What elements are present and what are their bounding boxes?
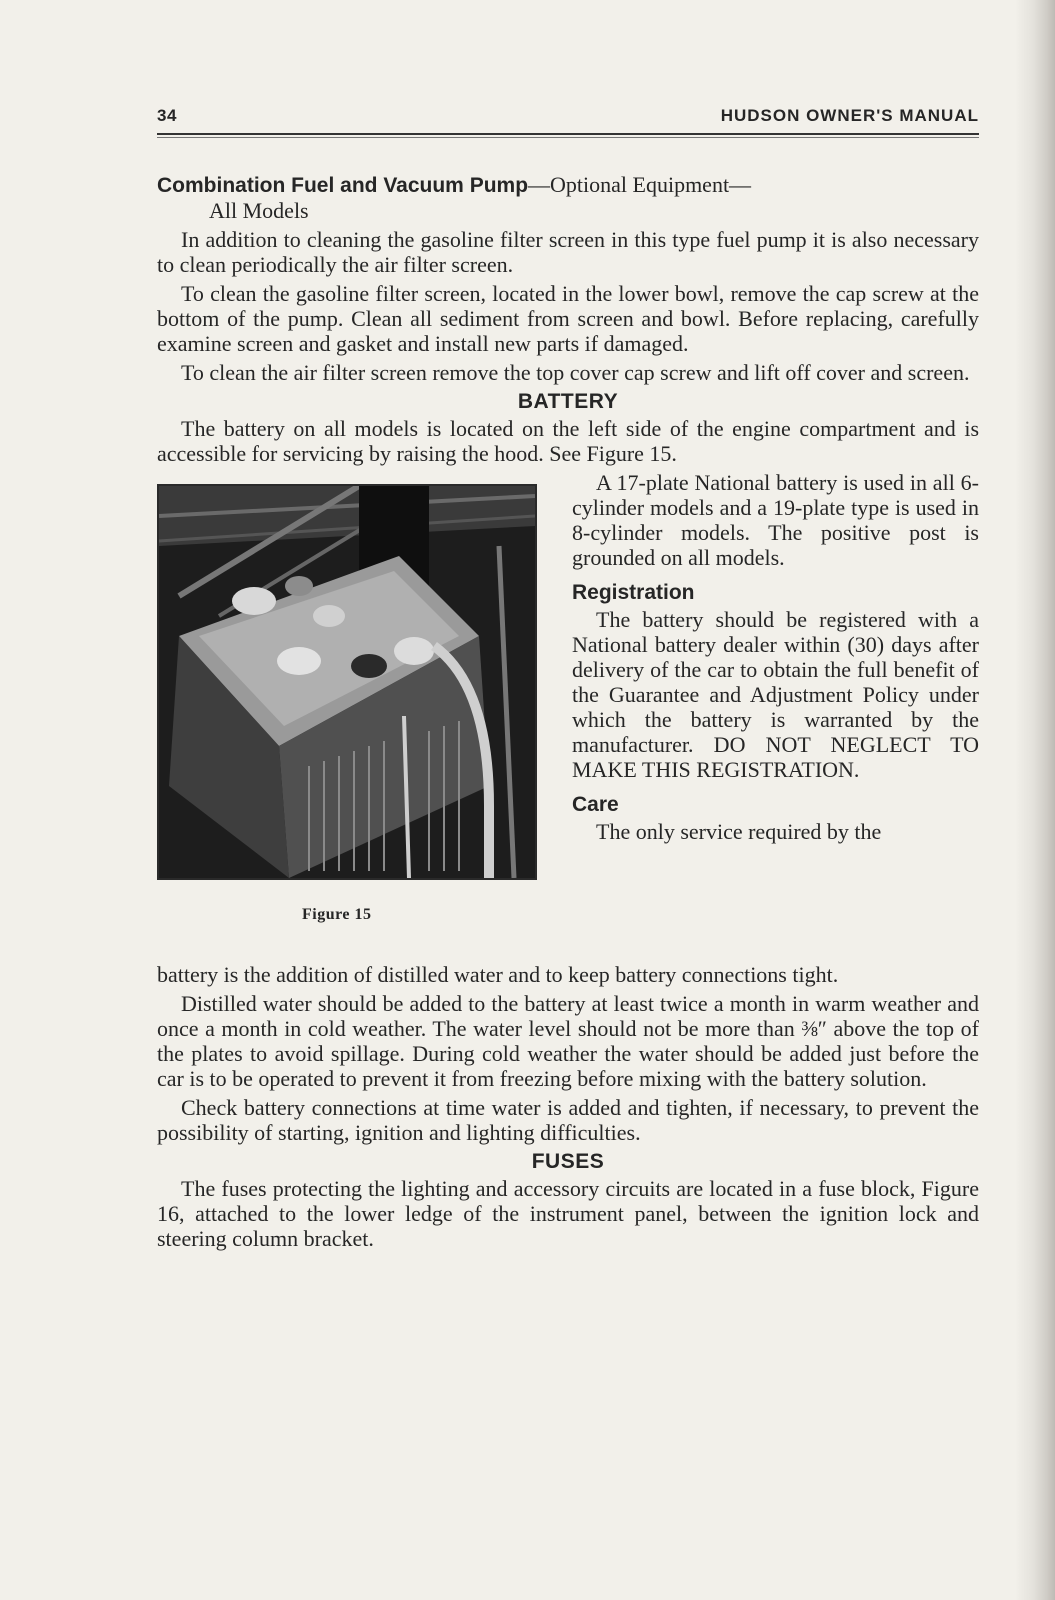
fuses-heading: FUSES	[531, 1150, 605, 1173]
fuel-pump-title	[157, 172, 979, 198]
battery-intro: The battery on all models is located on the left side of the engine compartment and is accessible for servicing by raising the hood. See Figure 15.	[157, 416, 979, 466]
header-rule	[157, 133, 979, 135]
fuel-pump-paragraph-2: To clean the gasoline filter screen, located in the lower bowl, remove the cap screw at the bottom of the pump. Clean all sediment from screen and bowl. Before replacing, carefully examine screen and gasket and install new parts if damaged.	[157, 281, 979, 356]
care-paragraph-2: Check battery connections at time water is added and tighten, if necessary, to prevent the possibility of starting, ignition and lighting difficulties.	[157, 1095, 979, 1145]
care-first-line: The only service required by the	[596, 819, 882, 844]
care-paragraph-1: Distilled water should be added to the battery at least twice a month in warm weather and once a month in cold weather. The water level should not be more than ⅜″ above the top of the plates to avoid spillage. During cold weather the water should be added just before the car is to be operated to prevent it from freezing before mixing with the battery solution.	[157, 991, 979, 1091]
care-heading: Care	[572, 793, 619, 816]
fuel-pump-paragraph-1: In addition to cleaning the gasoline filter screen in this type fuel pump it is also necessary to clean periodically the air filter screen.	[157, 227, 979, 277]
battery-photo	[157, 484, 537, 880]
fuses-text: The fuses protecting the lighting and accessory circuits are located in a fuse block, Figure 16, attached to the lower ledge of the instrument panel, between the ignition lock and steering column bracket.	[157, 1176, 979, 1251]
figure-15-caption: Figure 15	[302, 906, 372, 923]
fuel-pump-paragraph-3: To clean the air filter screen remove the top cover cap screw and lift off cover and screen.	[181, 360, 970, 385]
battery-figure-row	[157, 470, 979, 962]
fuel-pump-title-bold: Combination Fuel and Vacuum Pump	[157, 174, 529, 197]
running-head	[157, 106, 979, 130]
header-rule-thin	[157, 137, 979, 138]
registration-heading: Registration	[572, 581, 695, 604]
registration-text: The battery should be registered with a National battery dealer within (30) days after delivery of the car to obtain the full benefit of the Guarantee and Adjustment Policy under which the battery is warranted by the manufacturer. DO NOT NEGLECT TO MAKE THIS REGISTRATION.	[572, 607, 979, 782]
battery-plates-text: A 17-plate National battery is used in all 6-cylinder models and a 19-plate type is used in 8-cylinder models. The positive post is grounded on all models.	[572, 470, 979, 570]
fuel-pump-title-rest: —Optional Equipment—	[528, 172, 752, 197]
page-edge-shadow	[1015, 0, 1055, 1600]
battery-right-column	[572, 470, 979, 848]
page-body	[157, 172, 979, 1255]
battery-heading: BATTERY	[517, 390, 619, 413]
care-first-rest: battery is the addition of distilled water and to keep battery connections tight.	[157, 962, 839, 987]
manual-title: HUDSON OWNER'S MANUAL	[720, 106, 979, 125]
fuel-pump-subtitle: All Models	[209, 198, 309, 223]
page-number: 34	[157, 106, 177, 125]
